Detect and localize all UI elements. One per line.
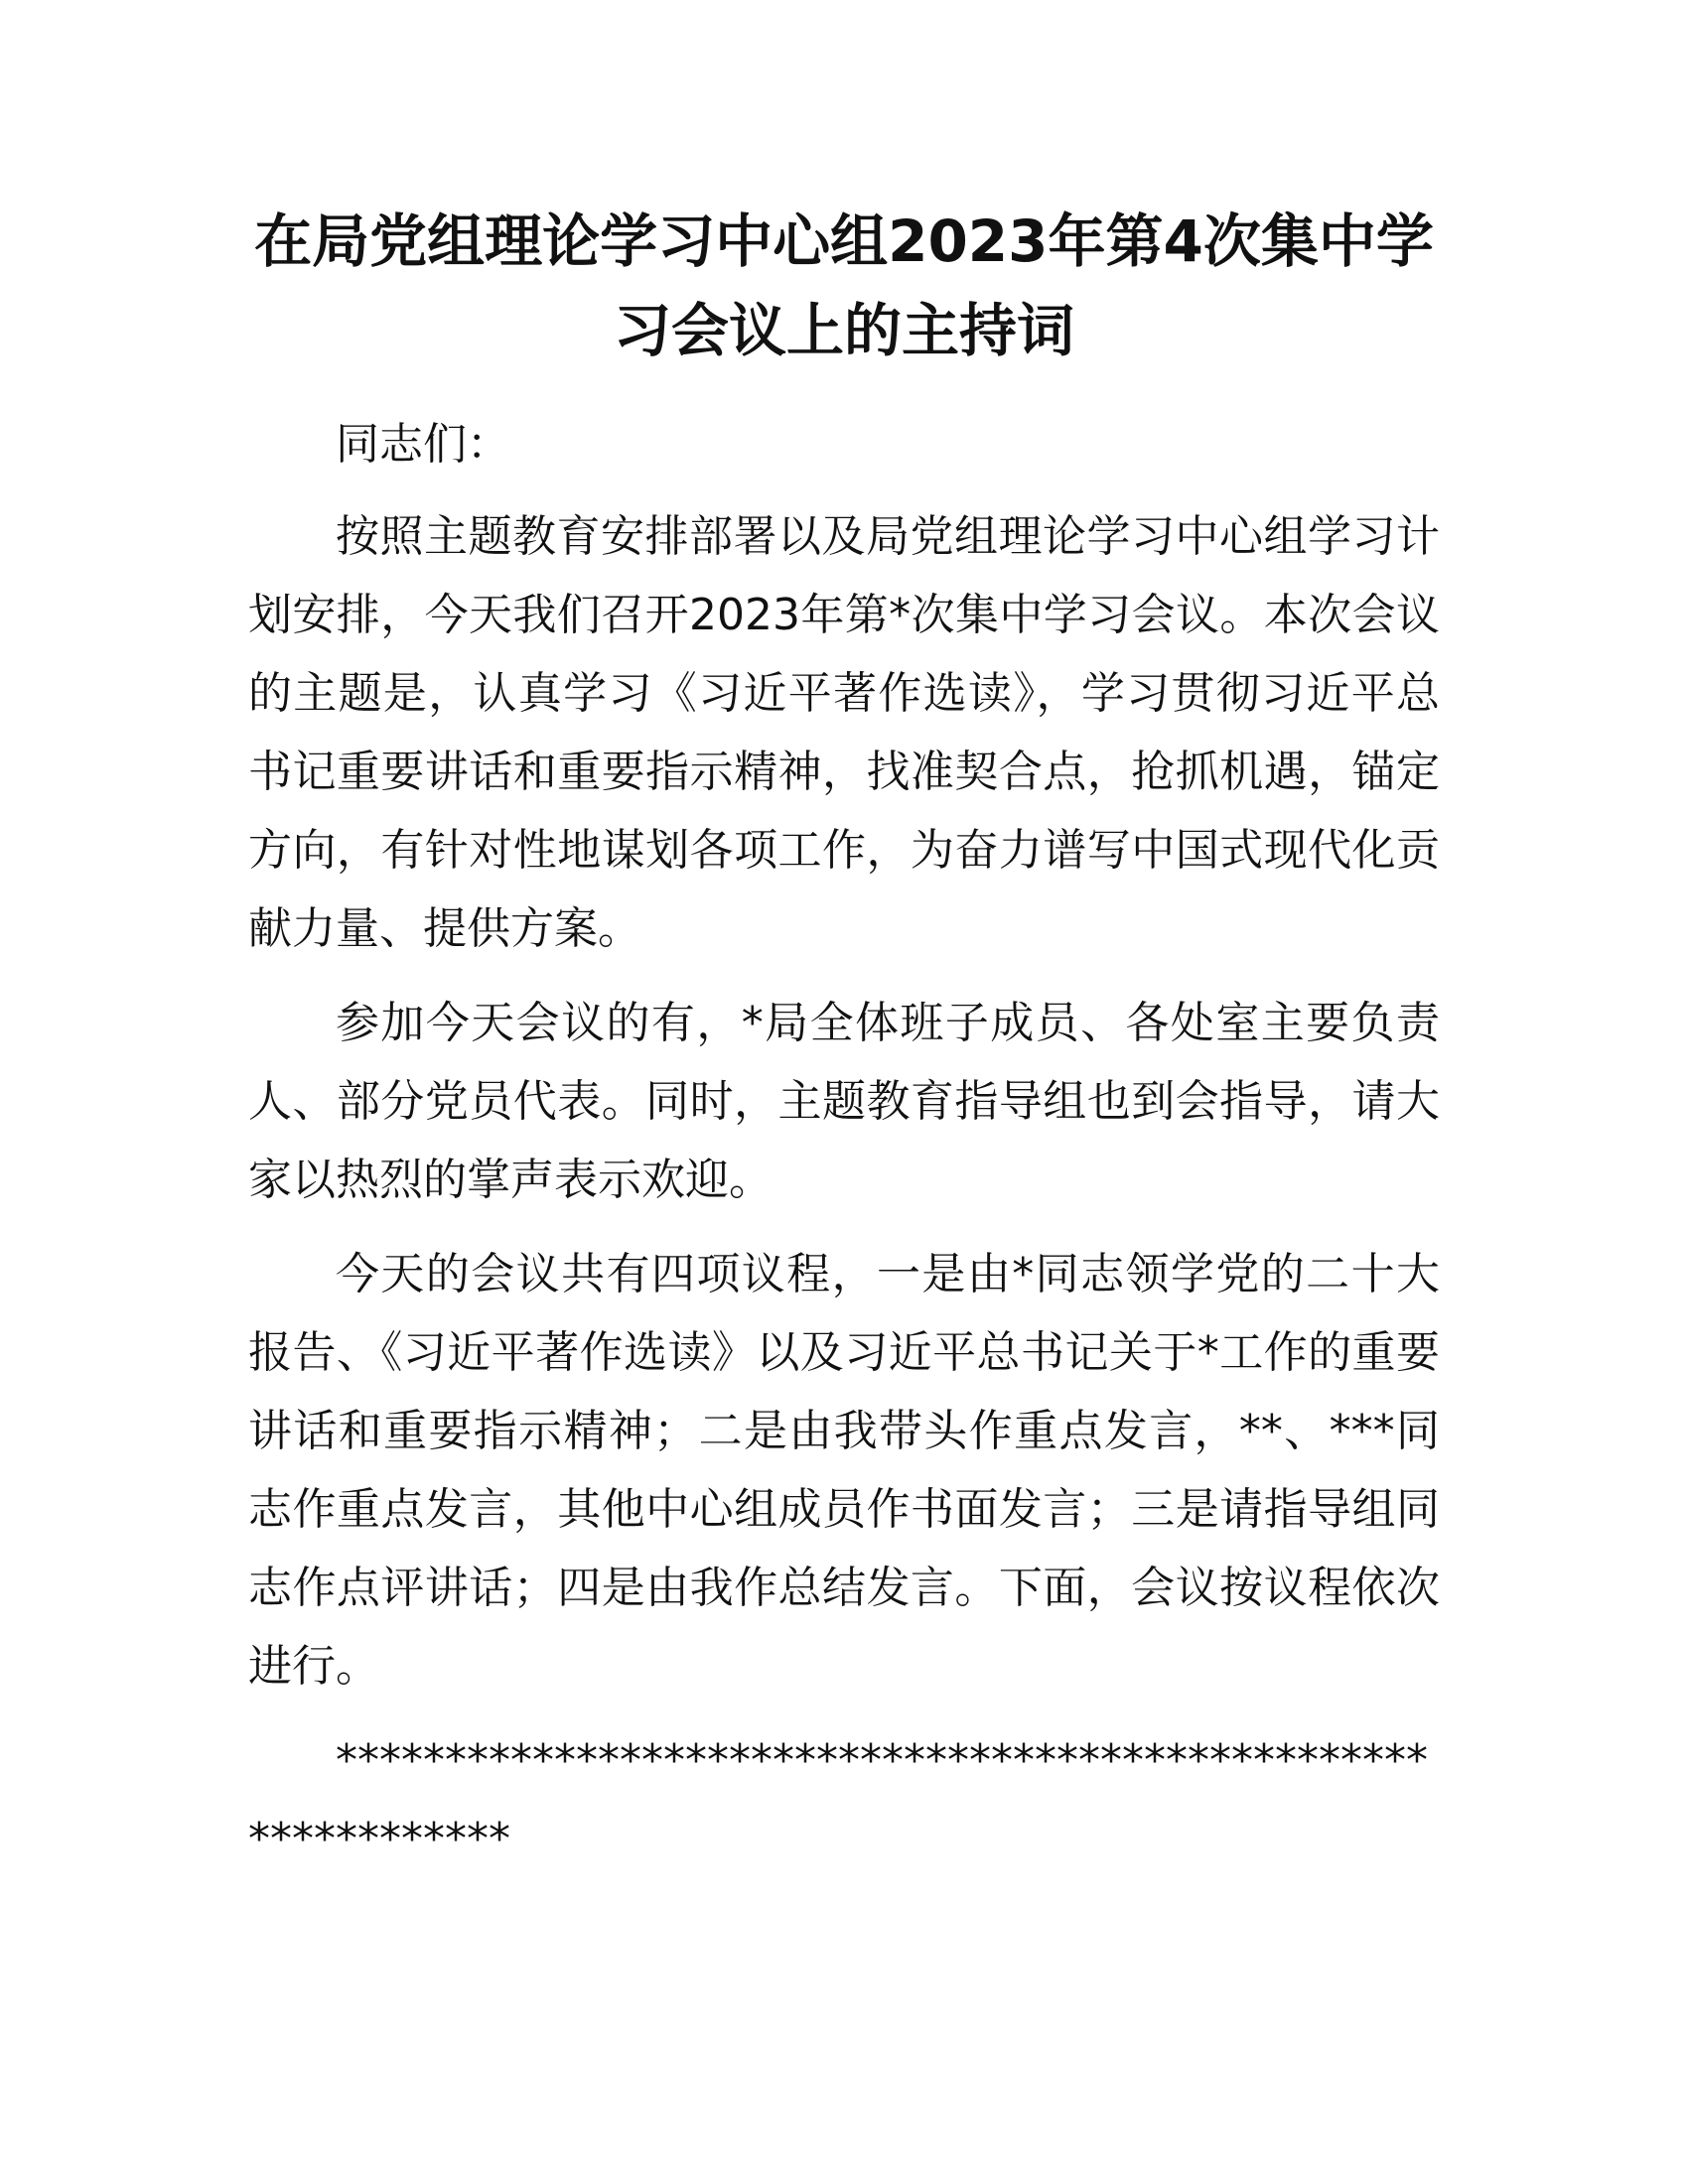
salutation: 同志们：	[336, 419, 510, 470]
separator-asterisks: **************************************************************	[248, 1735, 1428, 1864]
paragraph-attendees: 参加今天会议的有，*局全体班子成员、各处室主要负责人、部分党员代表。同时，主题教育指导组也到会指导，请大家以热烈的掌声表示欢迎。	[248, 998, 1440, 1205]
paragraph-agenda-intro: 按照主题教育安排部署以及局党组理论学习中心组学习计划安排，今天我们召开2023年第*次集中学习会议。本次会议的主题是，认真学习《习近平著作选读》，学习贯彻习近平总书记重要讲话和重要指示精神，找准契合点，抢抓机遇，锚定方向，有针对性地谋划各项工作，为奋力谱写中国式现代化贡献力量、提供方案。	[248, 511, 1440, 954]
document-body	[248, 197, 1440, 1894]
paragraph-agenda-items: 今天的会议共有四项议程，一是由*同志领学党的二十大报告、《习近平著作选读》以及习近平总书记关于*工作的重要讲话和重要指示精神；二是由我带头作重点发言，**、***同志作重点发言，其他中心组成员作书面发言；三是请指导组同志作点评讲话；四是由我作总结发言。下面，会议按议程依次进行。	[248, 1249, 1440, 1692]
document-title: 在局党组理论学习中心组2023年第4次集中学习会议上的主持词	[254, 207, 1434, 364]
